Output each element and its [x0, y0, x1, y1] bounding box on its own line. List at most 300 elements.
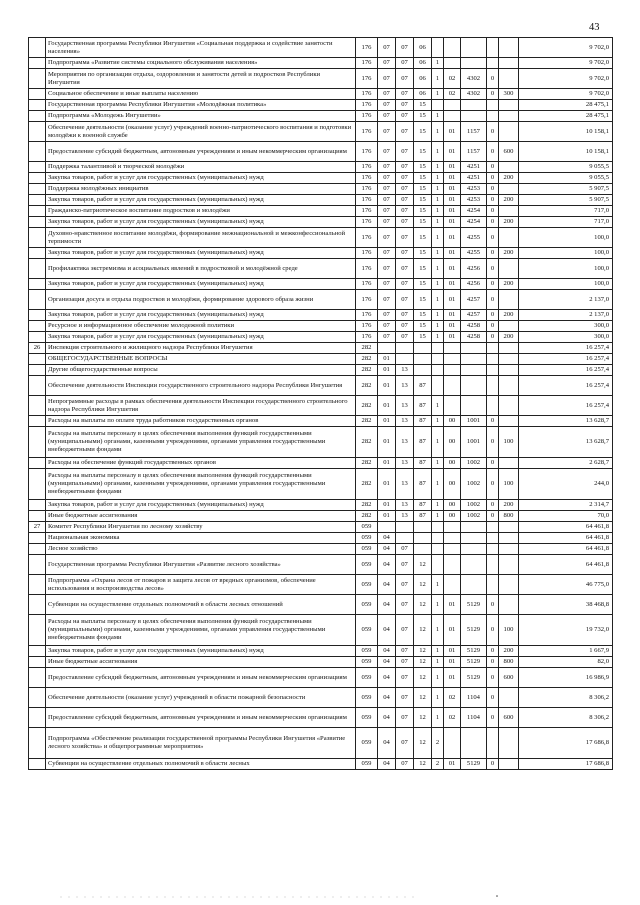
table-row — [29, 427, 613, 458]
row-number — [29, 69, 46, 89]
target-code-program: 15 — [414, 310, 432, 321]
target-code-extra: 0 — [487, 69, 499, 89]
row-name: Социальное обеспечение и иные выплаты населению — [46, 89, 356, 100]
target-code-event: 01 — [444, 162, 461, 173]
target-code-event: 00 — [444, 427, 461, 458]
target-code-event: 01 — [444, 290, 461, 310]
row-number — [29, 511, 46, 522]
amount: 64 461,8 — [519, 544, 613, 555]
amount: 19 732,0 — [519, 615, 613, 646]
ved-code: 282 — [356, 376, 378, 396]
table-row — [29, 89, 613, 100]
expense-type-code — [499, 228, 519, 248]
target-code-subprogram: 1 — [432, 427, 444, 458]
row-name: Расходы на выплаты персоналу в целях обеспечения выполнения функций государственными (муниципальными) органами, казенными учреждениями, органами управления государственными внебюджетными фондами — [46, 615, 356, 646]
section-code: 01 — [378, 354, 396, 365]
target-code-event: 01 — [444, 646, 461, 657]
row-name: Предоставление субсидий бюджетным, автономным учреждениям и иным некоммерческим организациям — [46, 668, 356, 688]
amount: 5 907,5 — [519, 184, 613, 195]
expense-type-code — [499, 728, 519, 759]
section-code: 07 — [378, 310, 396, 321]
table-row — [29, 668, 613, 688]
target-code-subprogram: 1 — [432, 217, 444, 228]
target-code-extra: 0 — [487, 228, 499, 248]
ved-code: 176 — [356, 195, 378, 206]
target-code-program: 06 — [414, 38, 432, 58]
section-code: 04 — [378, 544, 396, 555]
target-code-extra — [487, 555, 499, 575]
amount: 9 702,0 — [519, 89, 613, 100]
target-code-program: 15 — [414, 321, 432, 332]
amount: 100,0 — [519, 228, 613, 248]
target-code-event: 02 — [444, 708, 461, 728]
section-code: 04 — [378, 646, 396, 657]
subsection-code — [396, 343, 414, 354]
row-name: Профилактика экстремизма и асоциальных явлений в подростковой и молодёжной среде — [46, 259, 356, 279]
amount: 16 986,9 — [519, 668, 613, 688]
section-code: 07 — [378, 217, 396, 228]
amount: 300,0 — [519, 332, 613, 343]
subsection-code: 13 — [396, 376, 414, 396]
expense-type-code: 100 — [499, 427, 519, 458]
expense-type-code — [499, 122, 519, 142]
target-code-extra: 0 — [487, 469, 499, 500]
subsection-code: 13 — [396, 511, 414, 522]
target-code-subprogram: 1 — [432, 668, 444, 688]
expense-type-code: 800 — [499, 511, 519, 522]
target-code-subprogram: 1 — [432, 511, 444, 522]
row-name: ОБЩЕГОСУДАРСТВЕННЫЕ ВОПРОСЫ — [46, 354, 356, 365]
section-code: 01 — [378, 365, 396, 376]
target-code-program: 15 — [414, 290, 432, 310]
subsection-code: 07 — [396, 111, 414, 122]
target-code-event: 01 — [444, 657, 461, 668]
target-code-subprogram: 1 — [432, 89, 444, 100]
target-code-event: 01 — [444, 668, 461, 688]
table-row — [29, 206, 613, 217]
target-code-subprogram: 1 — [432, 469, 444, 500]
row-name: Обеспечение деятельности (оказание услуг) учреждений военно-патриотического воспитания и подготовки молодёжи к военной службе — [46, 122, 356, 142]
target-code-program: 15 — [414, 122, 432, 142]
expense-type-code: 600 — [499, 708, 519, 728]
row-name: Духовно-нравственное воспитание молодёжи, формирование межнациональной и межконфессиональной терпимости — [46, 228, 356, 248]
row-number — [29, 555, 46, 575]
row-name: Государственная программа Республики Ингушетия «Социальная поддержка и содействие занятости населения» — [46, 38, 356, 58]
target-code-event: 02 — [444, 69, 461, 89]
row-number — [29, 365, 46, 376]
target-code-program: 12 — [414, 555, 432, 575]
section-code — [378, 522, 396, 533]
amount: 5 907,5 — [519, 195, 613, 206]
section-code: 04 — [378, 708, 396, 728]
section-code: 04 — [378, 668, 396, 688]
target-code-extra: 0 — [487, 668, 499, 688]
row-number — [29, 290, 46, 310]
target-code-subprogram — [432, 522, 444, 533]
target-code-program: 06 — [414, 58, 432, 69]
section-code: 07 — [378, 195, 396, 206]
target-code-event: 01 — [444, 759, 461, 770]
section-code: 01 — [378, 511, 396, 522]
row-number — [29, 728, 46, 759]
target-code-event — [444, 522, 461, 533]
row-number — [29, 533, 46, 544]
expense-type-code — [499, 354, 519, 365]
row-name: Мероприятия по организации отдыха, оздоровления и занятости детей и подростков Республики Ингушетия — [46, 69, 356, 89]
table-row — [29, 259, 613, 279]
target-code-program: 15 — [414, 195, 432, 206]
row-number — [29, 458, 46, 469]
budget-table — [28, 37, 613, 770]
target-code-subprogram: 1 — [432, 646, 444, 657]
target-code-subprogram — [432, 100, 444, 111]
row-number — [29, 416, 46, 427]
row-number — [29, 100, 46, 111]
subsection-code: 07 — [396, 615, 414, 646]
ved-code: 059 — [356, 544, 378, 555]
ved-code: 059 — [356, 522, 378, 533]
table-row — [29, 195, 613, 206]
subsection-code: 13 — [396, 458, 414, 469]
target-code-event — [444, 396, 461, 416]
table-row — [29, 544, 613, 555]
row-name: Иные бюджетные ассигнования — [46, 657, 356, 668]
ved-code: 176 — [356, 332, 378, 343]
subsection-code: 07 — [396, 708, 414, 728]
expense-type-code — [499, 100, 519, 111]
subsection-code: 07 — [396, 184, 414, 195]
section-code: 07 — [378, 332, 396, 343]
amount: 244,0 — [519, 469, 613, 500]
expense-type-code — [499, 416, 519, 427]
target-code-program: 87 — [414, 376, 432, 396]
ved-code: 059 — [356, 657, 378, 668]
row-number — [29, 259, 46, 279]
table-row — [29, 615, 613, 646]
target-code-program: 06 — [414, 69, 432, 89]
subsection-code — [396, 533, 414, 544]
target-code-extra: 0 — [487, 321, 499, 332]
target-code-direction: 4254 — [461, 206, 487, 217]
section-code: 07 — [378, 100, 396, 111]
expense-type-code — [499, 343, 519, 354]
target-code-program — [414, 544, 432, 555]
amount: 64 461,8 — [519, 522, 613, 533]
amount: 17 686,8 — [519, 759, 613, 770]
section-code — [378, 343, 396, 354]
row-name: Закупка товаров, работ и услуг для государственных (муниципальных) нужд — [46, 279, 356, 290]
amount: 9 702,0 — [519, 69, 613, 89]
subsection-code: 07 — [396, 122, 414, 142]
ved-code: 059 — [356, 646, 378, 657]
row-name: Расходы на выплаты персоналу в целях обеспечения выполнения функций государственными (муниципальными) органами, казенными учреждениями, органами управления государственными внебюджетными фондами — [46, 427, 356, 458]
amount: 10 158,1 — [519, 122, 613, 142]
target-code-direction — [461, 728, 487, 759]
subsection-code: 13 — [396, 500, 414, 511]
target-code-event — [444, 728, 461, 759]
row-number — [29, 427, 46, 458]
subsection-code: 07 — [396, 217, 414, 228]
section-code: 04 — [378, 615, 396, 646]
amount: 64 461,8 — [519, 555, 613, 575]
section-code: 07 — [378, 248, 396, 259]
row-name: Ресурсное и информационное обеспечение молодежной политики — [46, 321, 356, 332]
target-code-subprogram: 1 — [432, 173, 444, 184]
target-code-program: 15 — [414, 111, 432, 122]
amount: 10 158,1 — [519, 142, 613, 162]
target-code-subprogram — [432, 38, 444, 58]
target-code-subprogram: 1 — [432, 500, 444, 511]
row-name: Государственная программа Республики Ингушетия «Молодёжная политика» — [46, 100, 356, 111]
subsection-code: 07 — [396, 290, 414, 310]
target-code-extra: 0 — [487, 427, 499, 458]
row-number — [29, 759, 46, 770]
section-code: 07 — [378, 228, 396, 248]
expense-type-code — [499, 544, 519, 555]
ved-code: 059 — [356, 708, 378, 728]
target-code-program: 12 — [414, 595, 432, 615]
target-code-program: 12 — [414, 646, 432, 657]
target-code-program: 87 — [414, 469, 432, 500]
amount: 38 468,8 — [519, 595, 613, 615]
row-number — [29, 595, 46, 615]
table-row — [29, 162, 613, 173]
target-code-subprogram: 1 — [432, 206, 444, 217]
table-row — [29, 321, 613, 332]
subsection-code: 07 — [396, 89, 414, 100]
row-name: Закупка товаров, работ и услуг для государственных (муниципальных) нужд — [46, 646, 356, 657]
target-code-event — [444, 100, 461, 111]
subsection-code: 13 — [396, 396, 414, 416]
ved-code: 176 — [356, 206, 378, 217]
ved-code: 176 — [356, 310, 378, 321]
amount: 8 306,2 — [519, 688, 613, 708]
amount: 8 306,2 — [519, 708, 613, 728]
target-code-subprogram: 1 — [432, 279, 444, 290]
table-row — [29, 122, 613, 142]
target-code-direction — [461, 396, 487, 416]
target-code-event: 01 — [444, 615, 461, 646]
ved-code: 176 — [356, 228, 378, 248]
target-code-event: 01 — [444, 195, 461, 206]
target-code-event: 01 — [444, 142, 461, 162]
table-row — [29, 458, 613, 469]
target-code-subprogram: 1 — [432, 321, 444, 332]
row-number — [29, 217, 46, 228]
expense-type-code — [499, 162, 519, 173]
target-code-program: 87 — [414, 416, 432, 427]
target-code-direction — [461, 365, 487, 376]
row-number — [29, 657, 46, 668]
row-name: Национальная экономика — [46, 533, 356, 544]
target-code-event: 01 — [444, 332, 461, 343]
subsection-code: 07 — [396, 162, 414, 173]
row-name: Субвенции на осуществление отдельных полномочий в области лесных отношений — [46, 595, 356, 615]
table-row — [29, 184, 613, 195]
expense-type-code — [499, 58, 519, 69]
table-row — [29, 142, 613, 162]
target-code-event: 01 — [444, 279, 461, 290]
expense-type-code: 200 — [499, 195, 519, 206]
target-code-subprogram: 1 — [432, 332, 444, 343]
target-code-subprogram: 1 — [432, 396, 444, 416]
target-code-extra: 0 — [487, 595, 499, 615]
target-code-direction — [461, 38, 487, 58]
target-code-extra: 0 — [487, 416, 499, 427]
target-code-direction: 1002 — [461, 469, 487, 500]
target-code-extra — [487, 58, 499, 69]
target-code-subprogram — [432, 376, 444, 396]
target-code-direction: 4302 — [461, 69, 487, 89]
subsection-code — [396, 354, 414, 365]
row-number — [29, 206, 46, 217]
table-row — [29, 38, 613, 58]
row-number — [29, 228, 46, 248]
target-code-subprogram: 1 — [432, 122, 444, 142]
table-row — [29, 58, 613, 69]
target-code-program: 15 — [414, 100, 432, 111]
table-row — [29, 708, 613, 728]
target-code-extra: 0 — [487, 122, 499, 142]
target-code-extra: 0 — [487, 184, 499, 195]
row-name: Подпрограмма «Охрана лесов от пожаров и защита лесов от вредных организмов, обеспечение использования и воспроизводства лесов» — [46, 575, 356, 595]
row-number — [29, 332, 46, 343]
target-code-program: 12 — [414, 728, 432, 759]
row-number — [29, 58, 46, 69]
target-code-program: 15 — [414, 279, 432, 290]
row-name: Лесное хозяйство — [46, 544, 356, 555]
ved-code: 059 — [356, 688, 378, 708]
table-row — [29, 376, 613, 396]
amount: 70,0 — [519, 511, 613, 522]
ved-code: 059 — [356, 615, 378, 646]
target-code-direction: 4257 — [461, 310, 487, 321]
target-code-program — [414, 533, 432, 544]
target-code-event: 00 — [444, 511, 461, 522]
amount: 46 775,0 — [519, 575, 613, 595]
target-code-event — [444, 354, 461, 365]
section-code: 01 — [378, 500, 396, 511]
target-code-direction: 1104 — [461, 708, 487, 728]
target-code-event — [444, 555, 461, 575]
row-number — [29, 195, 46, 206]
expense-type-code: 200 — [499, 217, 519, 228]
section-code: 07 — [378, 69, 396, 89]
expense-type-code — [499, 555, 519, 575]
row-number — [29, 615, 46, 646]
target-code-program — [414, 522, 432, 533]
ved-code: 176 — [356, 142, 378, 162]
target-code-program: 15 — [414, 142, 432, 162]
amount: 28 475,1 — [519, 111, 613, 122]
target-code-extra: 0 — [487, 248, 499, 259]
subsection-code: 07 — [396, 668, 414, 688]
target-code-program: 15 — [414, 173, 432, 184]
target-code-extra — [487, 365, 499, 376]
target-code-direction: 4258 — [461, 332, 487, 343]
target-code-subprogram: 1 — [432, 595, 444, 615]
target-code-direction — [461, 522, 487, 533]
expense-type-code — [499, 69, 519, 89]
section-code: 07 — [378, 122, 396, 142]
target-code-subprogram — [432, 533, 444, 544]
target-code-extra: 0 — [487, 511, 499, 522]
expense-type-code — [499, 396, 519, 416]
target-code-subprogram — [432, 544, 444, 555]
target-code-extra — [487, 376, 499, 396]
subsection-code: 07 — [396, 688, 414, 708]
amount: 82,0 — [519, 657, 613, 668]
table-row — [29, 228, 613, 248]
subsection-code: 07 — [396, 555, 414, 575]
target-code-direction: 5129 — [461, 595, 487, 615]
table-row — [29, 343, 613, 354]
target-code-extra: 0 — [487, 458, 499, 469]
expense-type-code: 200 — [499, 646, 519, 657]
row-name: Закупка товаров, работ и услуг для государственных (муниципальных) нужд — [46, 195, 356, 206]
target-code-event: 00 — [444, 469, 461, 500]
ved-code: 176 — [356, 173, 378, 184]
amount: 17 686,8 — [519, 728, 613, 759]
ved-code: 282 — [356, 396, 378, 416]
section-code: 04 — [378, 595, 396, 615]
target-code-direction: 4253 — [461, 184, 487, 195]
row-name: Подпрограмма «Молодежь Ингушетии» — [46, 111, 356, 122]
target-code-extra: 0 — [487, 310, 499, 321]
target-code-program: 15 — [414, 184, 432, 195]
expense-type-code: 600 — [499, 142, 519, 162]
ved-code: 176 — [356, 290, 378, 310]
target-code-subprogram: 1 — [432, 58, 444, 69]
table-row — [29, 646, 613, 657]
target-code-event: 01 — [444, 259, 461, 279]
subsection-code: 07 — [396, 321, 414, 332]
expense-type-code: 300 — [499, 89, 519, 100]
amount: 9 055,5 — [519, 162, 613, 173]
target-code-event — [444, 38, 461, 58]
expense-type-code — [499, 458, 519, 469]
target-code-event — [444, 343, 461, 354]
ved-code: 176 — [356, 162, 378, 173]
row-number — [29, 248, 46, 259]
target-code-program: 87 — [414, 396, 432, 416]
subsection-code: 07 — [396, 259, 414, 279]
table-row — [29, 173, 613, 184]
amount: 13 628,7 — [519, 427, 613, 458]
section-code: 01 — [378, 427, 396, 458]
section-code: 01 — [378, 416, 396, 427]
ved-code: 176 — [356, 184, 378, 195]
expense-type-code: 200 — [499, 310, 519, 321]
row-number — [29, 162, 46, 173]
subsection-code: 07 — [396, 759, 414, 770]
table-row — [29, 728, 613, 759]
target-code-extra: 0 — [487, 332, 499, 343]
target-code-direction: 4257 — [461, 290, 487, 310]
amount: 717,0 — [519, 217, 613, 228]
row-number — [29, 396, 46, 416]
expense-type-code: 200 — [499, 173, 519, 184]
ved-code: 059 — [356, 595, 378, 615]
table-row — [29, 759, 613, 770]
target-code-extra: 0 — [487, 195, 499, 206]
ved-code: 282 — [356, 365, 378, 376]
table-row — [29, 533, 613, 544]
target-code-subprogram: 1 — [432, 290, 444, 310]
row-number — [29, 575, 46, 595]
table-body — [29, 38, 613, 770]
expense-type-code: 100 — [499, 469, 519, 500]
